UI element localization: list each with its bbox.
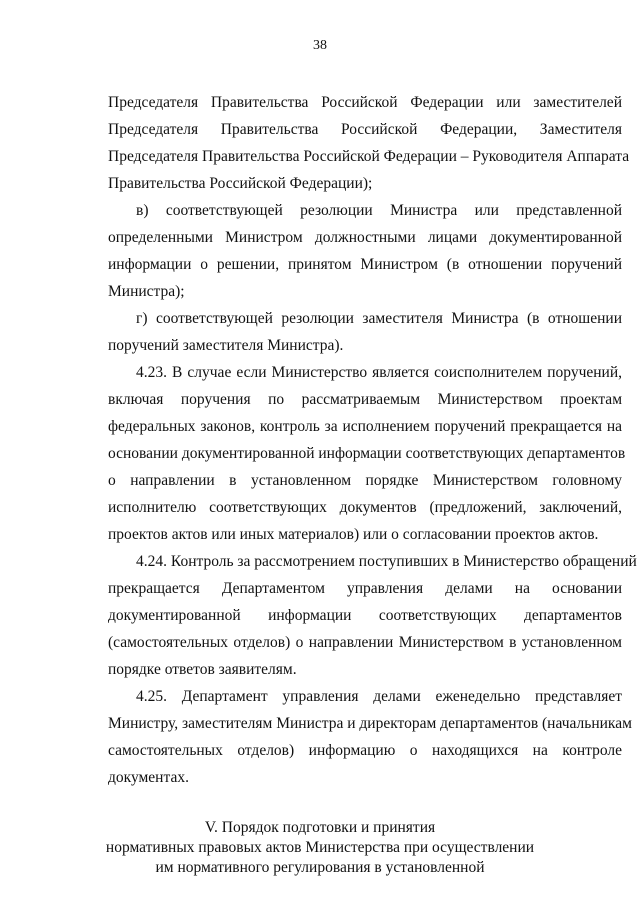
text-line: Министра); [108,283,185,300]
section-heading-line: V. Порядок подготовки и принятия [204,819,436,836]
section-heading-line: нормативных правовых актов Министерства при осуществлении [105,839,535,856]
text-line: Правительства Российской Федерации); [108,175,373,192]
text-line: Председателя Правительства Российской Федерации, Заместителя [108,121,622,138]
text-line: 4.25. Департамент управления делами еженедельно представляет [136,688,622,705]
text-line: о направлении в установленном порядке Министерством головному [108,472,622,489]
text-line: Председателя Правительства Российской Федерации или заместителей [108,94,622,111]
text-line: поручений заместителя Министра). [108,337,344,354]
text-line: прекращается Департаментом управления делами на основании [108,580,622,597]
text-line: документированной информации соответствующих департаментов [108,607,622,624]
text-line: Министру, заместителям Министра и директорам департаментов (начальникам [108,715,632,732]
text-line: Председателя Правительства Российской Федерации – Руководителя Аппарата [108,148,630,165]
text-line: 4.24. Контроль за рассмотрением поступивших в Министерство обращений [136,553,637,570]
text-line: в) соответствующей резолюции Министра или представленной [136,202,622,219]
text-line: г) соответствующей резолюции заместителя Министра (в отношении [136,310,622,327]
text-line: информации о решении, принятом Министром (в отношении поручений [108,256,622,273]
text-line: включая поручения по рассматриваемым Министерством проектам [108,391,622,408]
text-line: федеральных законов, контроль за исполнением поручений прекращается на [108,418,622,435]
page-number: 38 [313,38,327,53]
text-line: порядке ответов заявителям. [108,661,297,678]
text-line: самостоятельных отделов) информацию о находящихся на контроле [108,742,622,759]
text-line: 4.23. В случае если Министерство является соисполнителем поручений, [136,364,622,381]
text-line: определенными Министром должностными лицами документированной [108,229,622,246]
section-heading-line: им нормативного регулирования в установленной [155,859,485,876]
text-line: проектов актов или иных материалов) или о согласовании проектов актов. [108,526,599,543]
text-line: документах. [108,769,189,786]
text-line: основании документированной информации соответствующих департаментов [108,445,626,462]
text-line: исполнителю соответствующих документов (предложений, заключений, [108,499,622,516]
text-line: (самостоятельных отделов) о направлении Министерством в установленном [108,634,622,651]
